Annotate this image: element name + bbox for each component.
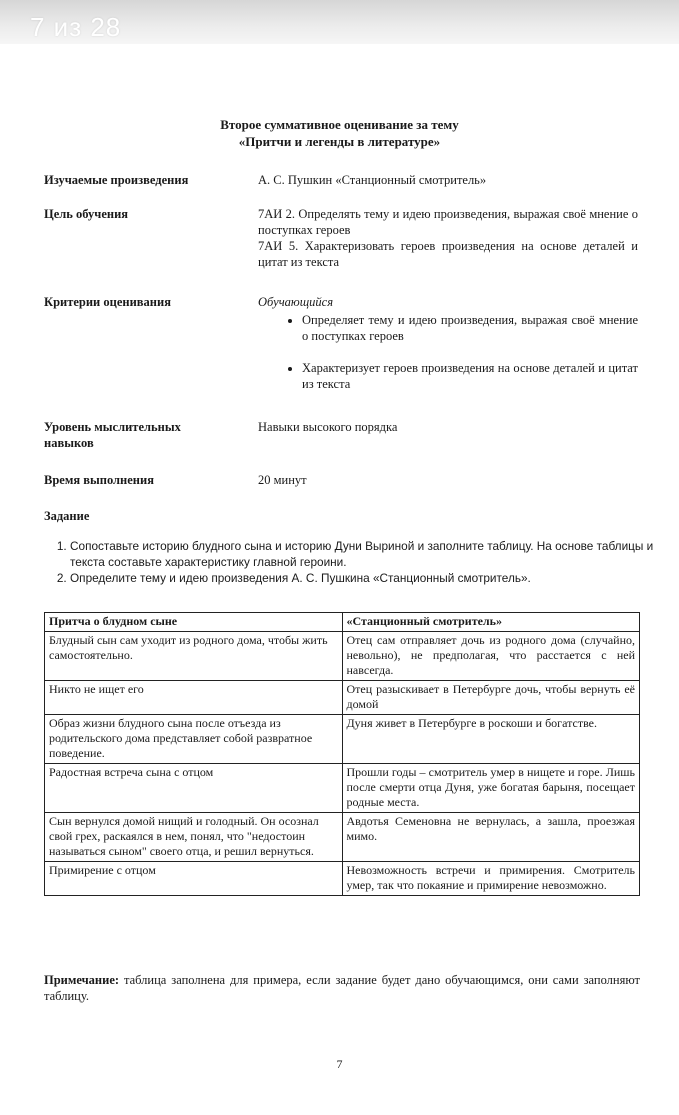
table-header-row [45, 613, 640, 632]
criteria-item: • Характеризует героев произведения на основе деталей и цитат из текста [302, 360, 638, 392]
page-indicator: 7 из 28 [30, 12, 122, 42]
table-cell: Отец разыскивает в Петербурге дочь, чтобы вернуть её домой [342, 681, 640, 715]
criteria-list [258, 312, 638, 392]
table-cell: Примирение с отцом [45, 862, 343, 896]
task-heading: Задание [44, 509, 90, 523]
goal-value [258, 206, 638, 270]
table-cell: Отец сам отправляет дочь из родного дома (случайно, невольно), не предполагая, что расстается с ней навсегда. [342, 632, 640, 681]
table-row [45, 862, 640, 896]
criteria-item: • Определяет тему и идею произведения, выражая своё мнение о поступках героев [302, 312, 638, 344]
table-cell: Блудный сын сам уходит из родного дома, чтобы жить самостоятельно. [45, 632, 343, 681]
task-item: 1. Сопоставьте историю блудного сына и историю Дуни Выриной и заполните таблицу. На основе таблицы и текста составьте характеристику главной героини. [70, 538, 660, 570]
note-text: таблица заполнена для примера, если задание будет дано обучающимся, они сами заполняют таблицу. [44, 973, 640, 1003]
criteria-label: Критерии оценивания [44, 295, 171, 309]
viewer-top-bar [0, 0, 679, 44]
works-label: Изучаемые произведения [44, 173, 189, 187]
note [44, 972, 640, 1004]
goal-value-2: 7АИ 5. Характеризовать героев произведения на основе деталей и цитат из текста [258, 239, 638, 269]
table-row [45, 632, 640, 681]
table-cell: Прошли годы – смотритель умер в нищете и горе. Лишь после смерти отца Дуня, уже богатая барыня, посещает родные места. [342, 764, 640, 813]
table-row [45, 681, 640, 715]
time-value: 20 минут [258, 473, 307, 487]
table-row [45, 715, 640, 764]
table-header-cell: Притча о блудном сыне [45, 613, 343, 632]
comparison-table [44, 612, 640, 896]
note-label: Примечание: [44, 973, 120, 987]
table-header-cell: «Станционный смотритель» [342, 613, 640, 632]
table-cell: Радостная встреча сына с отцом [45, 764, 343, 813]
table-row [45, 813, 640, 862]
page-number: 7 [336, 1057, 343, 1071]
table-cell: Авдотья Семеновна не вернулась, а зашла, проезжая мимо. [342, 813, 640, 862]
criteria-value [258, 294, 638, 392]
table-row [45, 764, 640, 813]
document-title [0, 116, 679, 150]
criteria-intro: Обучающийся [258, 295, 334, 309]
level-label: Уровень мыслительных навыков [44, 420, 181, 450]
table-cell: Дуня живет в Петербурге в роскоши и богатстве. [342, 715, 640, 764]
goal-label: Цель обучения [44, 207, 129, 221]
goal-value-1: 7АИ 2. Определять тему и идею произведения, выражая своё мнение о поступках героев [258, 207, 638, 237]
title-line-2: «Притчи и легенды в литературе» [238, 134, 441, 149]
task-list [44, 538, 660, 586]
title-line-1: Второе суммативное оценивание за тему [220, 117, 459, 132]
works-value: А. С. Пушкин «Станционный смотритель» [258, 173, 487, 187]
table-cell: Образ жизни блудного сына после отъезда из родительского дома представляет собой развратное поведение. [45, 715, 343, 764]
table-cell: Невозможность встречи и примирения. Смотритель умер, так что покаяние и примирение невозможно. [342, 862, 640, 896]
level-value: Навыки высокого порядка [258, 420, 398, 434]
task-item: 2. Определите тему и идею произведения А. С. Пушкина «Станционный смотритель». [70, 570, 660, 586]
table-cell: Сын вернулся домой нищий и голодный. Он осознал свой грех, раскаялся в нем, понял, что "недостоин называться сыном" своего отца, и решил вернуться. [45, 813, 343, 862]
time-label: Время выполнения [44, 473, 154, 487]
table-cell: Никто не ищет его [45, 681, 343, 715]
